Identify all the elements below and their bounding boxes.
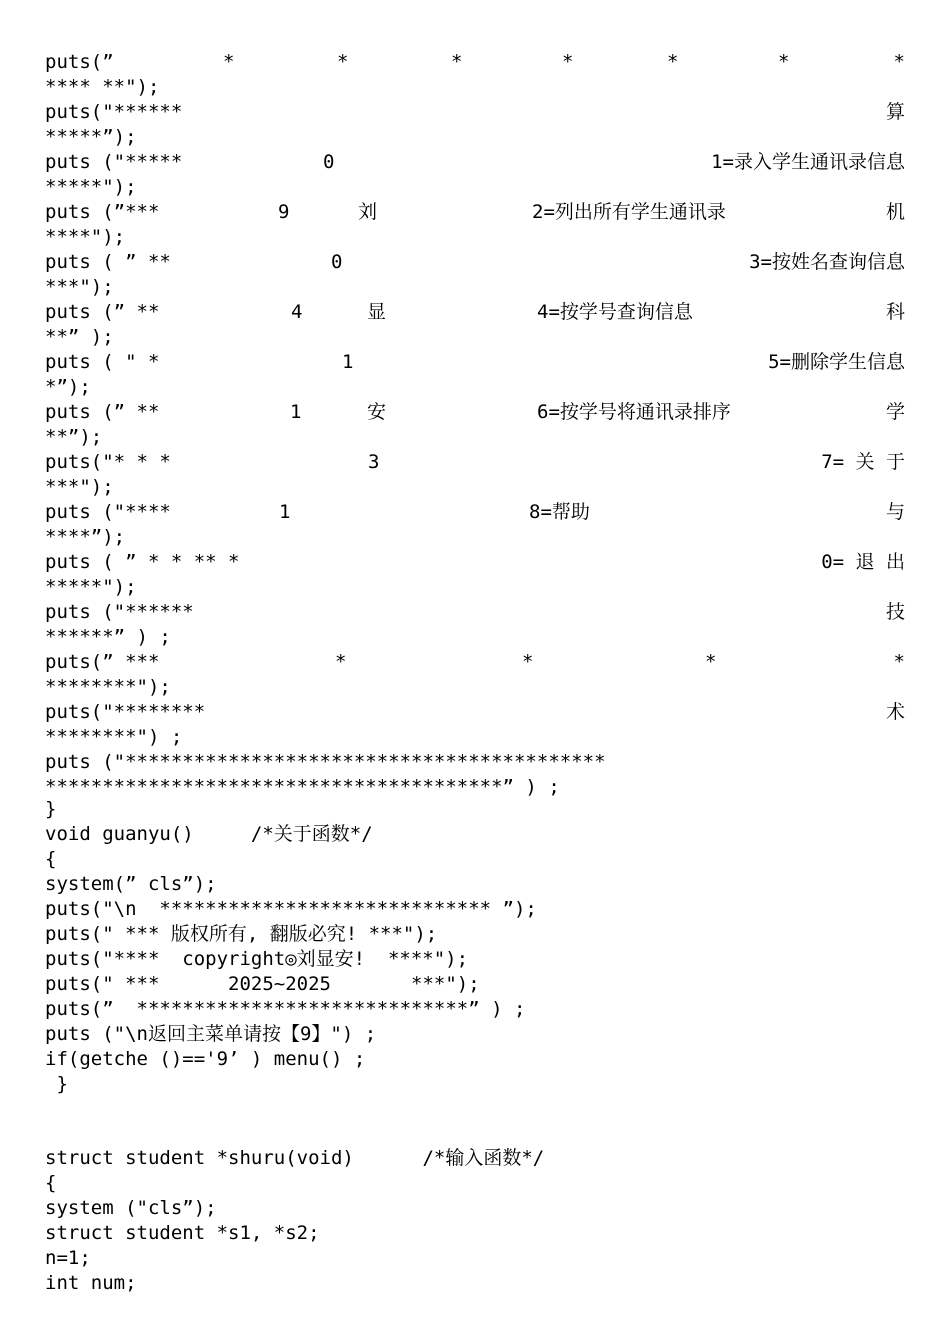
code-line — [45, 725, 905, 750]
code-text: puts(" *** 2025~2025 ***"); — [45, 973, 480, 995]
code-line — [45, 525, 905, 550]
code-text: 6=按学号将通讯录排序 — [537, 401, 731, 423]
code-text: ***"); — [45, 476, 114, 498]
code-text: 1=录入学生通讯录信息 — [711, 151, 905, 173]
code-text: puts ("****** — [45, 601, 194, 623]
code-line — [45, 822, 905, 847]
code-line — [45, 300, 905, 325]
code-text: ******” ) ; — [45, 626, 171, 648]
code-text: 0 — [331, 251, 343, 273]
code-text: * — [893, 51, 905, 73]
code-text: 2=列出所有学生通讯录 — [532, 201, 726, 223]
code-text: puts (” ** — [45, 301, 160, 323]
code-text: if(getche ()=='9’ ) menu() ; — [45, 1048, 366, 1070]
code-line — [45, 1221, 905, 1246]
code-text: 机 — [885, 201, 905, 223]
code-text: puts(” *** — [45, 651, 160, 673]
code-line — [45, 1271, 905, 1296]
code-text: { — [45, 1172, 57, 1194]
code-text: system(” cls”); — [45, 873, 217, 895]
code-text: 1 — [290, 401, 302, 423]
code-line — [45, 997, 905, 1022]
code-text: 学 — [885, 401, 905, 423]
code-line — [45, 750, 905, 775]
code-text: ********") ; — [45, 726, 183, 748]
code-text: { — [45, 848, 57, 870]
code-text: *****"); — [45, 576, 137, 598]
code-line — [45, 1097, 905, 1122]
code-line — [45, 650, 905, 675]
code-line — [45, 350, 905, 375]
code-line — [45, 1146, 905, 1171]
code-text: } — [45, 1073, 68, 1095]
code-text: 3 — [368, 451, 380, 473]
code-line — [45, 50, 905, 75]
code-text: puts(" *** 版权所有, 翻版必究! ***"); — [45, 923, 438, 945]
code-text: 安 — [367, 401, 387, 423]
code-line — [45, 872, 905, 897]
code-text: 与 — [885, 501, 905, 523]
code-text: *”); — [45, 376, 91, 398]
code-text: * — [337, 51, 349, 73]
code-line — [45, 150, 905, 175]
code-line — [45, 325, 905, 350]
code-line — [45, 1196, 905, 1221]
code-line — [45, 550, 905, 575]
code-text: struct student *s1, *s2; — [45, 1222, 320, 1244]
code-text: 科 — [885, 301, 905, 323]
code-line — [45, 922, 905, 947]
code-line — [45, 250, 905, 275]
code-text: *****"); — [45, 176, 137, 198]
code-text: 1 — [279, 501, 291, 523]
code-line — [45, 1022, 905, 1047]
code-text: 4=按学号查询信息 — [537, 301, 693, 323]
code-text: puts ( ” ** — [45, 251, 171, 273]
code-text: puts("**** copyright◎刘显安! ****"); — [45, 948, 469, 970]
code-text: 4 — [291, 301, 303, 323]
code-line — [45, 125, 905, 150]
code-text: * — [893, 651, 905, 673]
code-line — [45, 797, 905, 822]
code-line — [45, 972, 905, 997]
code-line — [45, 200, 905, 225]
code-text: * — [778, 51, 790, 73]
code-text: puts("****** — [45, 101, 183, 123]
code-text: void guanyu() /*关于函数*/ — [45, 823, 373, 845]
code-text: * — [522, 651, 534, 673]
code-text: ****************************************” ) ; — [45, 776, 560, 798]
code-text: * — [705, 651, 717, 673]
code-text: struct student *shuru(void) /*输入函数*/ — [45, 1147, 545, 1169]
code-line — [45, 75, 905, 100]
code-text: puts(” — [45, 51, 114, 73]
code-text: ***"); — [45, 276, 114, 298]
code-text: puts (”*** — [45, 201, 160, 223]
code-text: *****”); — [45, 126, 137, 148]
code-line — [45, 225, 905, 250]
code-text: 显 — [367, 301, 387, 323]
code-line — [45, 450, 905, 475]
code-text: 8=帮助 — [529, 501, 590, 523]
code-text: ****”); — [45, 526, 126, 548]
code-line — [45, 475, 905, 500]
code-line — [45, 400, 905, 425]
code-line — [45, 500, 905, 525]
code-text: puts("******** — [45, 701, 206, 723]
code-text: 5=删除学生信息 — [768, 351, 905, 373]
code-text: puts("\n ***************************** ”); — [45, 898, 537, 920]
code-text: 1 — [342, 351, 354, 373]
code-text: * — [667, 51, 679, 73]
code-line — [45, 600, 905, 625]
code-line — [45, 1122, 905, 1147]
code-text: ********"); — [45, 676, 171, 698]
code-line — [45, 947, 905, 972]
code-line — [45, 100, 905, 125]
code-text: puts ("\n返回主菜单请按【9】") ; — [45, 1023, 377, 1045]
code-text: **** **"); — [45, 76, 160, 98]
code-text: 术 — [885, 701, 905, 723]
code-text: 算 — [885, 101, 905, 123]
code-text: puts ("***** — [45, 151, 183, 173]
code-text: 0 — [323, 151, 335, 173]
code-text: puts ( ” * * ** * — [45, 551, 240, 573]
code-text: ****"); — [45, 226, 126, 248]
code-line — [45, 425, 905, 450]
code-text: puts(” *****************************” ) ; — [45, 998, 526, 1020]
code-line — [45, 700, 905, 725]
code-text: 刘 — [358, 201, 378, 223]
code-text: * — [451, 51, 463, 73]
code-text: 0= 退 出 — [821, 551, 905, 573]
code-text: puts ( " * — [45, 351, 160, 373]
code-line — [45, 1047, 905, 1072]
code-text: puts("* * * — [45, 451, 171, 473]
code-line — [45, 1072, 905, 1097]
code-line — [45, 1171, 905, 1196]
code-line — [45, 275, 905, 300]
code-line — [45, 375, 905, 400]
code-line — [45, 1246, 905, 1271]
code-line — [45, 847, 905, 872]
code-line — [45, 897, 905, 922]
code-text: int num; — [45, 1272, 137, 1294]
code-text: puts (” ** — [45, 401, 160, 423]
code-text: 7= 关 于 — [821, 451, 905, 473]
code-text: n=1; — [45, 1247, 91, 1269]
code-text: **” ); — [45, 326, 114, 348]
code-line — [45, 625, 905, 650]
code-text: * — [562, 51, 574, 73]
code-text: **”); — [45, 426, 103, 448]
code-line — [45, 575, 905, 600]
code-text: * — [223, 51, 235, 73]
code-text: 3=按姓名查询信息 — [749, 251, 905, 273]
code-line — [45, 675, 905, 700]
code-text: } — [45, 798, 57, 820]
code-text: 9 — [278, 201, 290, 223]
code-text: * — [335, 651, 347, 673]
code-text: 技 — [885, 601, 905, 623]
code-text: puts ("**** — [45, 501, 171, 523]
code-text: system ("cls”); — [45, 1197, 217, 1219]
code-text: puts ("****************************************** — [45, 751, 606, 773]
code-line — [45, 175, 905, 200]
